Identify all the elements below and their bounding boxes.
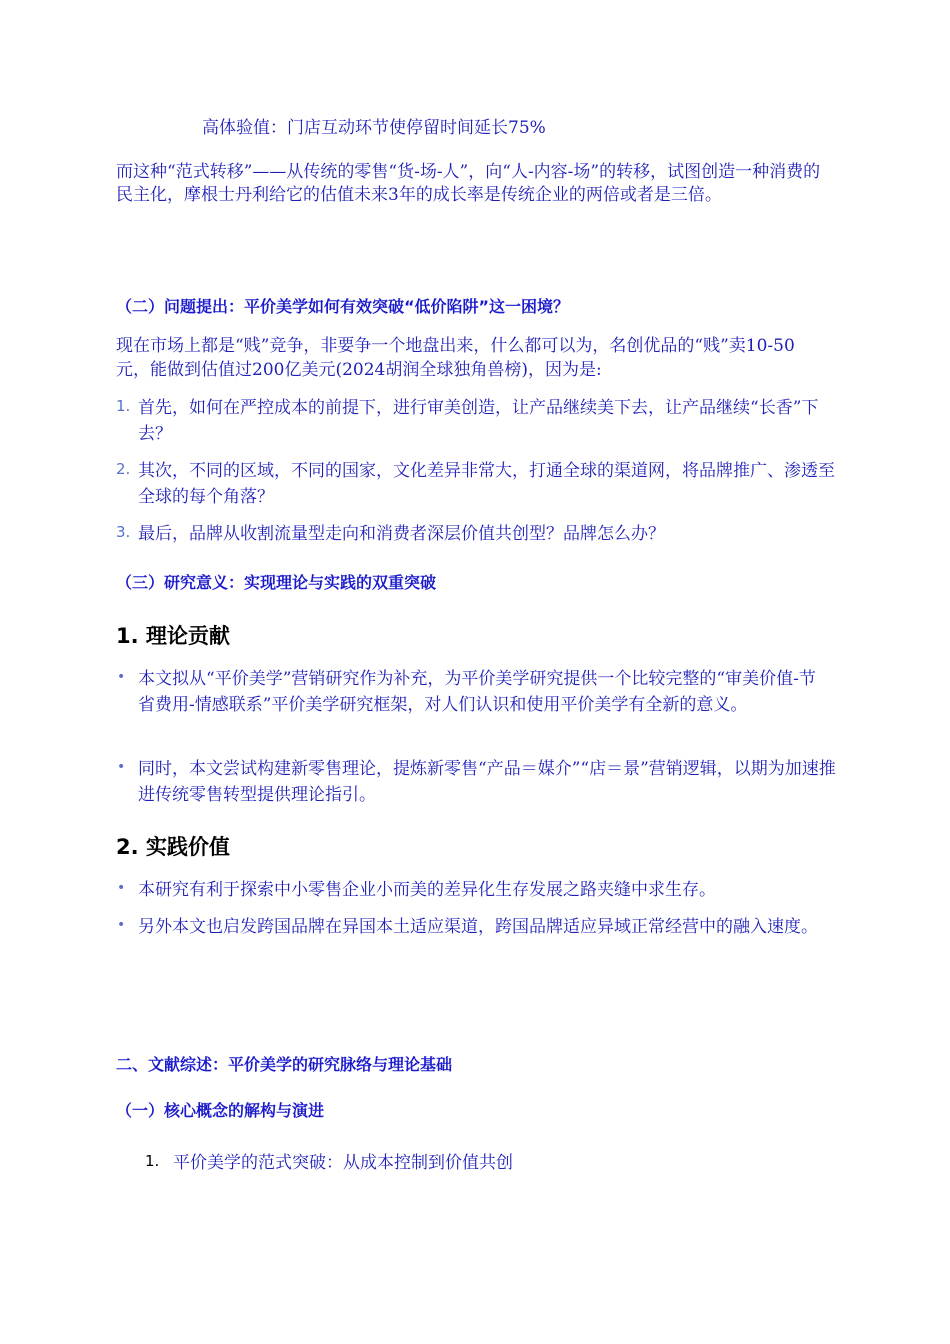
list-item-text: 首先，如何在严控成本的前提下，进行审美创造，让产品继续美下去，让产品继续“长香”下去？ (138, 398, 819, 444)
list-item-text: 其次，不同的区域，不同的国家，文化差异非常大，打通全球的渠道网，将品牌推广、渗透至全球的每个角落？ (138, 461, 835, 507)
list-item-text: 本文拟从“平价美学”营销研究作为补充，为平价美学研究提供一个比较完整的“审美价值-节省费用-情感联系”平价美学研究框架，对人们认识和使用平价美学有全新的意义。 (138, 669, 816, 715)
section-significance-heading: （三）研究意义：实现理论与实践的双重突破 (116, 573, 437, 592)
section-problem-intro: 现在市场上都是“贱”竞争，非要争一个地盘出来，什么都可以为，名创优品的“贱”卖10-50元，能做到估值过200亿美元(2024胡润全球独角兽榜)，因为是: (116, 336, 795, 380)
list-number: 2. (116, 460, 131, 478)
list-item-text: 最后，品牌从收割流量型走向和消费者深层价值共创型？品牌怎么办？ (138, 524, 665, 544)
bullet-icon: • (117, 880, 126, 896)
section-problem-heading: （二）问题提出：平价美学如何有效突破“低价陷阱”这一困境？ (116, 297, 570, 316)
paragraph-paradigm-shift: 而这种“范式转移”——从传统的零售“货-场-人”，向“人-内容-场”的转移，试图创造一种消费的民主化，摩根士丹利给它的估值未来3年的成长率是传统企业的两倍或者是三倍。 (116, 162, 821, 205)
list-number: 1. (116, 397, 131, 415)
list-item-text: 同时，本文尝试构建新零售理论，提炼新零售“产品＝媒介”“店＝景”营销逻辑，以期为加速推进传统零售转型提供理论指引。 (138, 759, 836, 805)
theory-contribution-heading: 1. 理论贡献 (116, 624, 230, 648)
bullet-icon: • (117, 917, 126, 933)
list-item-text: 平价美学的范式突破：从成本控制到价值共创 (173, 1153, 513, 1173)
bullet-icon: • (117, 669, 126, 685)
list-number: 3. (116, 523, 131, 541)
list-number: 1. (145, 1152, 160, 1170)
core-concepts-heading: （一）核心概念的解构与演进 (116, 1101, 325, 1120)
top-line: 高体验值：门店互动环节使停留时间延长75% (202, 118, 546, 138)
list-item-text: 另外本文也启发跨国品牌在异国本土适应渠道，跨国品牌适应异域正常经营中的融入速度。 (138, 917, 818, 937)
bullet-icon: • (117, 759, 126, 775)
chapter-literature-heading: 二、文献综述：平价美学的研究脉络与理论基础 (116, 1055, 453, 1074)
list-item-text: 本研究有利于探索中小零售企业小而美的差异化生存发展之路夹缝中求生存。 (138, 880, 716, 900)
practice-value-heading: 2. 实践价值 (116, 835, 230, 859)
